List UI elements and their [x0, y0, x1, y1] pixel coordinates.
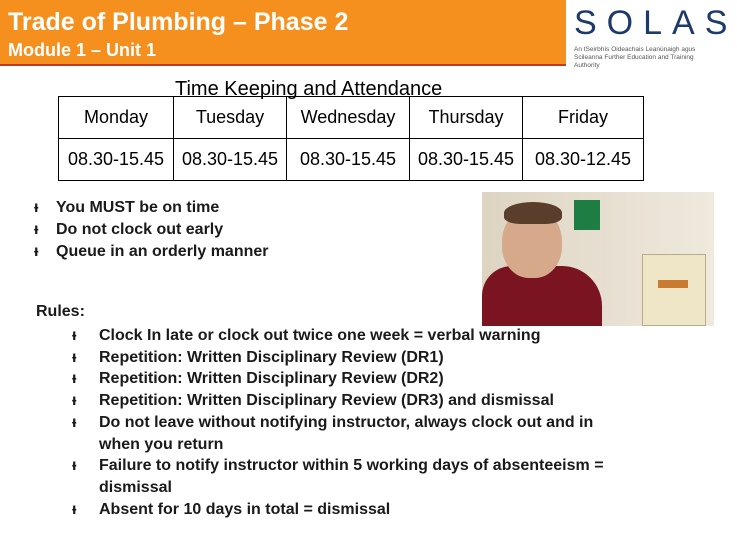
list-item-continuation: when you return	[99, 435, 224, 453]
day-cell: Tuesday	[174, 97, 287, 139]
list-item: ᵼ Do not leave without notifying instructor, always clock out and in	[72, 412, 604, 434]
list-item: ᵼ Repetition: Written Disciplinary Review (DR1)	[72, 347, 604, 369]
list-item: ᵼ Failure to notify instructor within 5 working days of absenteeism =	[72, 455, 604, 477]
attendance-bullets	[34, 197, 269, 263]
bullet-icon: ᵼ	[72, 348, 77, 366]
time-cell: 08.30-15.45	[174, 139, 287, 181]
student-clocking-photo	[482, 192, 714, 326]
list-item: ᵼ Repetition: Written Disciplinary Review (DR3) and dismissal	[72, 390, 604, 412]
rules-label: Rules:	[36, 303, 85, 320]
schedule-times-row	[59, 139, 644, 181]
page-title: Time Keeping and Attendance	[175, 78, 443, 100]
slide-title: Trade of Plumbing – Phase 2	[8, 8, 349, 36]
time-cell: 08.30-12.45	[523, 139, 644, 181]
bullet-icon: ᵼ	[72, 500, 77, 518]
bullet-icon: ᵼ	[34, 221, 39, 238]
rules-list	[72, 325, 604, 520]
bullet-icon: ᵼ	[72, 457, 77, 475]
schedule-days-row	[59, 97, 644, 139]
logo-tagline: An tSeirbhís Oideachais Leanúnaigh agus Scileanna Further Education and Training Authority	[574, 46, 696, 69]
bullet-icon: ᵼ	[72, 327, 77, 344]
list-item-continuation: dismissal	[99, 478, 172, 496]
list-item: ᵼ Repetition: Written Disciplinary Review (DR2)	[72, 368, 604, 390]
logo-wordmark: SOLAS	[574, 4, 737, 42]
day-cell: Wednesday	[287, 97, 410, 139]
list-item: ᵼ Absent for 10 days in total = dismissal	[72, 499, 604, 521]
time-cell: 08.30-15.45	[59, 139, 174, 181]
bullet-icon: ᵼ	[34, 199, 39, 216]
list-item: ᵼ You MUST be on time	[34, 197, 269, 219]
day-cell: Friday	[523, 97, 644, 139]
time-cell: 08.30-15.45	[287, 139, 410, 181]
bullet-icon: ᵼ	[72, 413, 77, 431]
list-item: ᵼ Clock In late or clock out twice one week = verbal warning	[72, 325, 604, 347]
header-rule	[0, 64, 566, 66]
bullet-icon: ᵼ	[72, 392, 77, 410]
time-cell: 08.30-15.45	[410, 139, 523, 181]
bullet-icon: ᵼ	[34, 243, 39, 260]
schedule-table	[58, 96, 644, 181]
day-cell: Thursday	[410, 97, 523, 139]
bullet-icon: ᵼ	[72, 370, 77, 388]
day-cell: Monday	[59, 97, 174, 139]
slide-subtitle: Module 1 – Unit 1	[8, 40, 157, 60]
list-item: ᵼ Queue in an orderly manner	[34, 241, 269, 263]
list-item: ᵼ Do not clock out early	[34, 219, 269, 241]
